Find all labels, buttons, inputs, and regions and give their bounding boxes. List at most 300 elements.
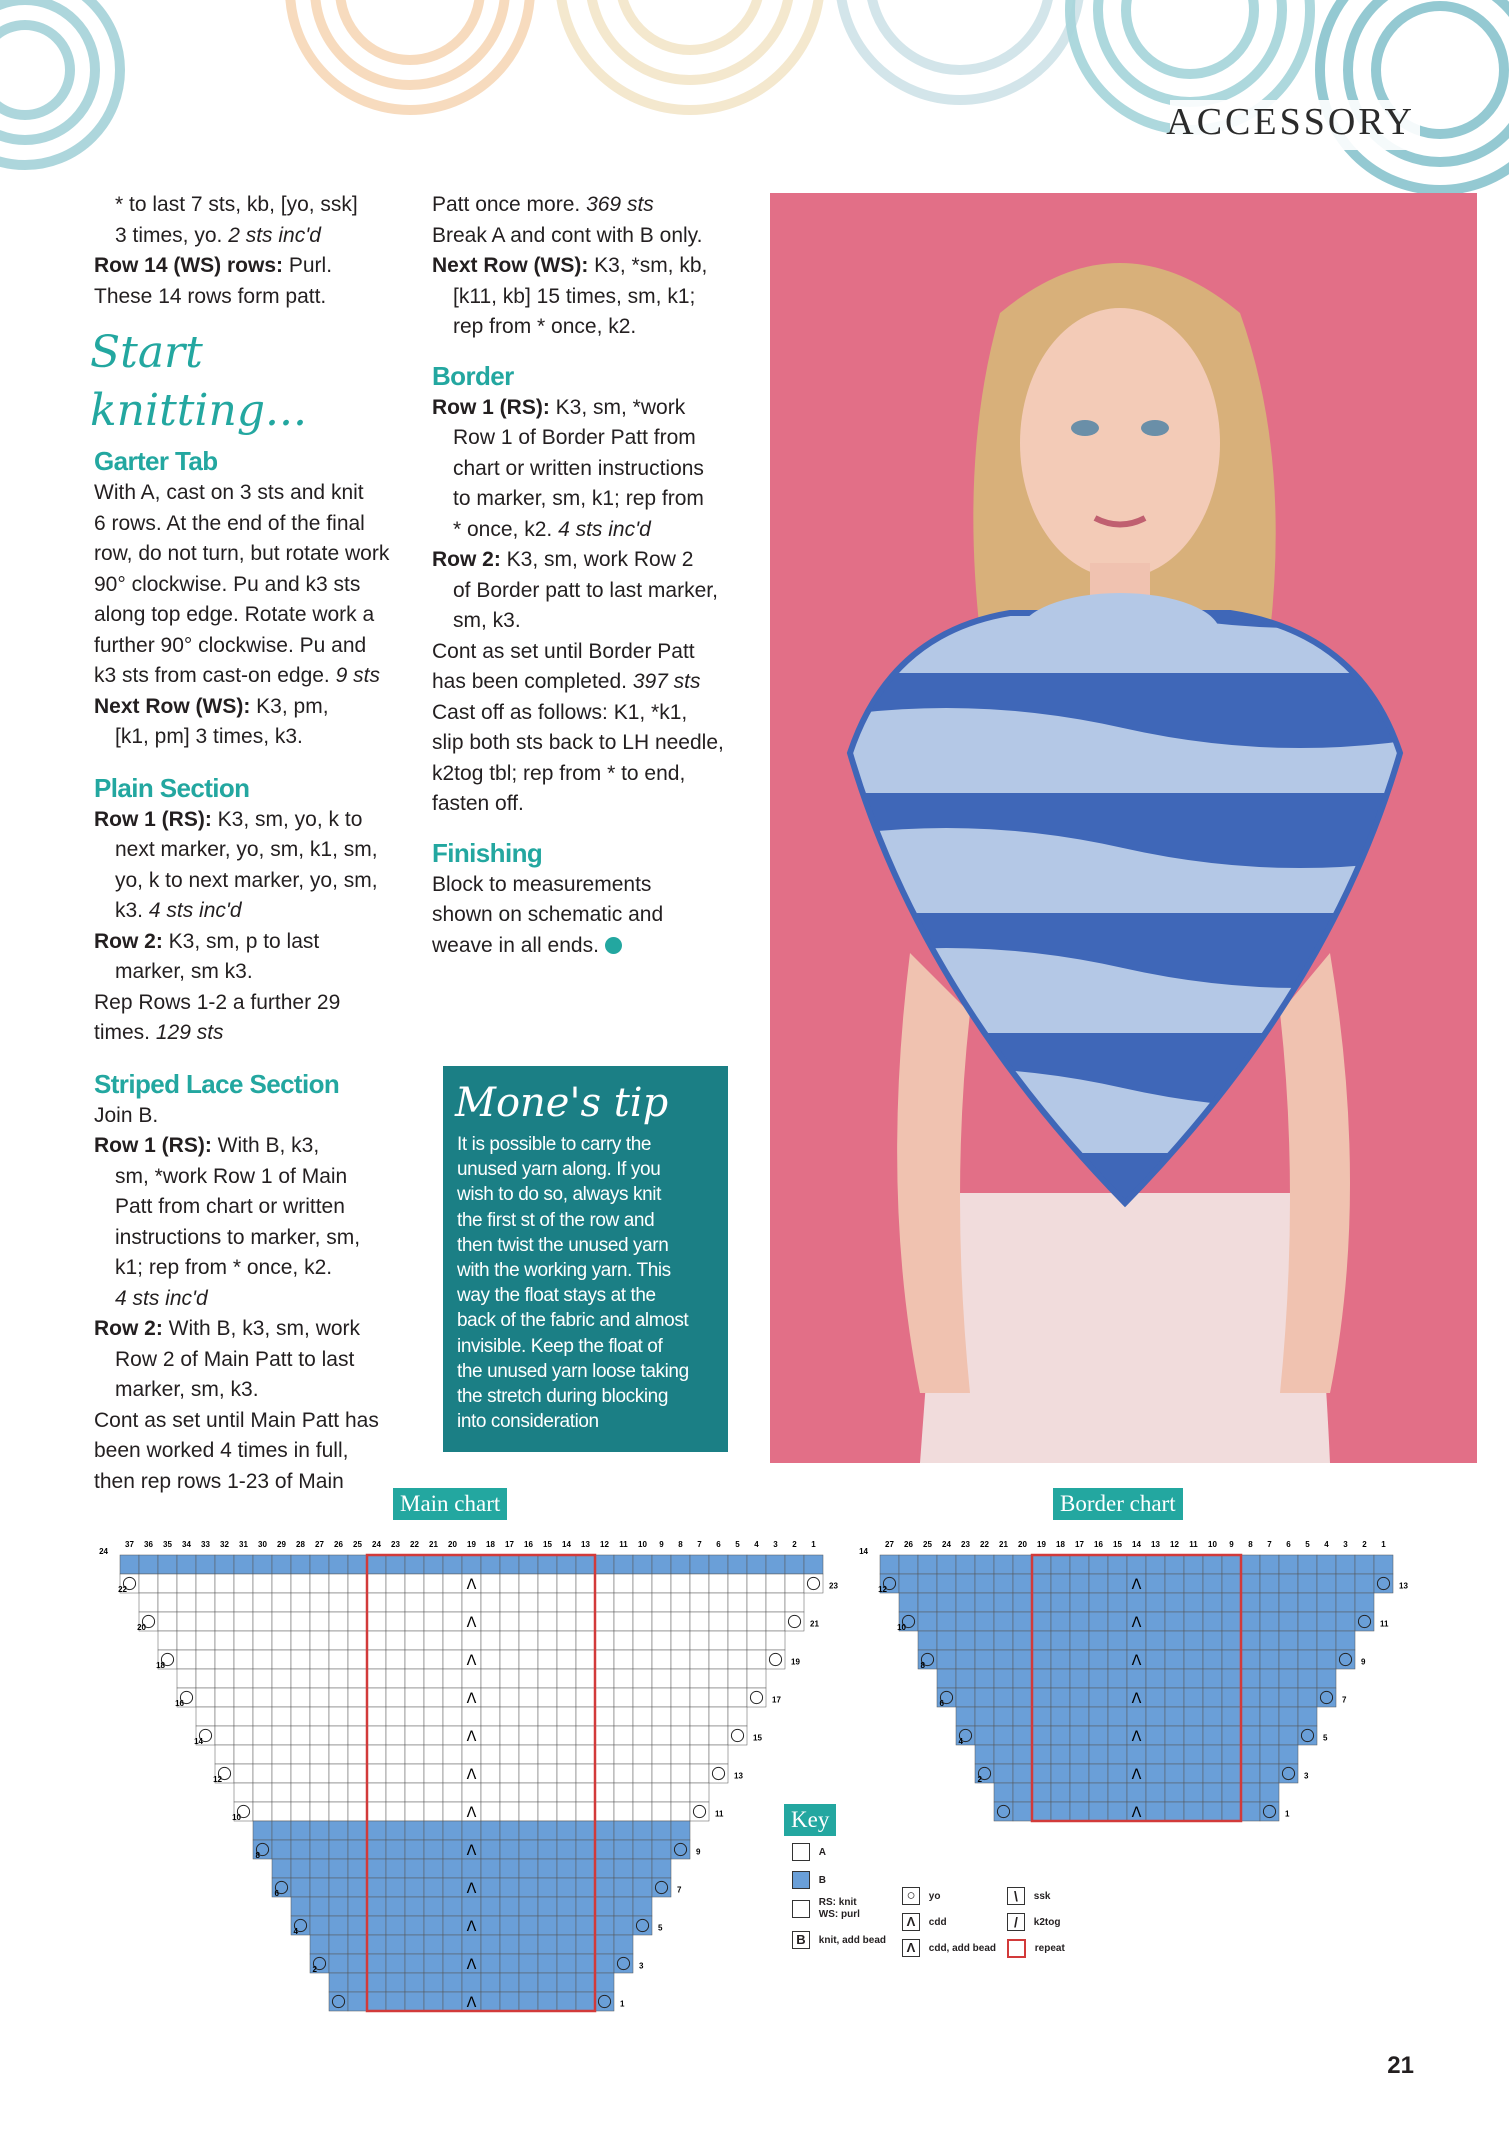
chart-cell	[424, 1574, 443, 1593]
chart-cell	[956, 1688, 975, 1707]
chart-cell	[234, 1631, 253, 1650]
chart-cell	[1013, 1764, 1032, 1783]
chart-cell	[728, 1593, 747, 1612]
chart-cell	[652, 1612, 671, 1631]
chart-cell	[1089, 1745, 1108, 1764]
chart-cell	[576, 1612, 595, 1631]
chart-cell	[1374, 1555, 1393, 1574]
chart-cell	[291, 1897, 310, 1916]
chart-cell	[253, 1574, 272, 1593]
chart-cell	[557, 1973, 576, 1992]
chart-cell	[234, 1650, 253, 1669]
chart-cell	[1127, 1669, 1146, 1688]
column-number: 34	[182, 1540, 191, 1549]
chart-cell	[405, 1783, 424, 1802]
chart-cell	[367, 1783, 386, 1802]
chart-cell	[500, 1555, 519, 1574]
chart-cell	[500, 1821, 519, 1840]
chart-cell	[1146, 1783, 1165, 1802]
text-line: [k11, kb] 15 times, sm, k1;	[453, 284, 696, 308]
text-line: has been completed. 397 sts	[432, 670, 701, 693]
chart-cell	[614, 1764, 633, 1783]
chart-cell	[348, 1650, 367, 1669]
chart-cell	[310, 1669, 329, 1688]
chart-cell	[1184, 1593, 1203, 1612]
chart-cell	[576, 1954, 595, 1973]
chart-cell	[500, 1878, 519, 1897]
chart-cell	[1108, 1650, 1127, 1669]
text-line: of Border patt to last marker,	[453, 578, 718, 602]
chart-cell	[1298, 1574, 1317, 1593]
chart-cell	[690, 1707, 709, 1726]
chart-cell	[1070, 1593, 1089, 1612]
chart-cell	[1108, 1688, 1127, 1707]
chart-cell	[1108, 1745, 1127, 1764]
chart-cell	[310, 1840, 329, 1859]
chart-cell	[975, 1555, 994, 1574]
text-line: These 14 rows form patt.	[94, 284, 327, 308]
chart-cell	[1203, 1688, 1222, 1707]
chart-cell	[633, 1650, 652, 1669]
chart-cell	[785, 1574, 804, 1593]
chart-cell	[1317, 1688, 1336, 1707]
chart-cell	[747, 1688, 766, 1707]
text-line: Cast off as follows: K1, *k1,	[432, 700, 688, 724]
chart-cell	[1165, 1802, 1184, 1821]
chart-cell	[500, 1992, 519, 2011]
chart-cell	[975, 1707, 994, 1726]
chart-cell	[538, 1555, 557, 1574]
chart-cell	[595, 1973, 614, 1992]
chart-cell	[500, 1688, 519, 1707]
chart-cell	[253, 1783, 272, 1802]
tip-line: unused yarn along. If you	[457, 1159, 661, 1181]
chart-cell	[367, 1650, 386, 1669]
chart-cell	[1051, 1650, 1070, 1669]
chart-cell	[1336, 1612, 1355, 1631]
chart-cell	[652, 1574, 671, 1593]
chart-cell	[690, 1669, 709, 1688]
chart-cell	[1108, 1669, 1127, 1688]
chart-cell	[272, 1631, 291, 1650]
chart-cell	[348, 1916, 367, 1935]
chart-cell	[348, 1707, 367, 1726]
chart-cell	[728, 1631, 747, 1650]
chart-cell	[291, 1631, 310, 1650]
chart-cell	[424, 1954, 443, 1973]
chart-cell	[557, 1992, 576, 2011]
chart-cell	[291, 1878, 310, 1897]
chart-cell	[1165, 1574, 1184, 1593]
chart-cell	[1260, 1707, 1279, 1726]
row-number: 1	[1285, 1809, 1290, 1819]
chart-cell	[177, 1631, 196, 1650]
chart-cell	[956, 1593, 975, 1612]
chart-cell	[595, 1745, 614, 1764]
chart-cell	[1203, 1669, 1222, 1688]
row-number: 17	[772, 1695, 781, 1705]
row-number: 9	[1361, 1657, 1366, 1667]
chart-cell	[348, 1764, 367, 1783]
chart-cell	[367, 1574, 386, 1593]
chart-cell	[1165, 1726, 1184, 1745]
chart-cell	[538, 1707, 557, 1726]
chart-cell	[652, 1764, 671, 1783]
chart-cell	[386, 1555, 405, 1574]
chart-cell	[633, 1916, 652, 1935]
chart-cell	[424, 1821, 443, 1840]
chart-cell	[576, 1745, 595, 1764]
chart-cell	[633, 1555, 652, 1574]
chart-cell	[1260, 1669, 1279, 1688]
chart-cell	[215, 1612, 234, 1631]
chart-cell	[272, 1726, 291, 1745]
chart-cell	[1089, 1555, 1108, 1574]
chart-cell	[329, 1688, 348, 1707]
chart-cell	[443, 1669, 462, 1688]
chart-cell	[1355, 1593, 1374, 1612]
chart-cell	[1032, 1688, 1051, 1707]
chart-cell	[1203, 1783, 1222, 1802]
chart-cell	[1051, 1593, 1070, 1612]
column-number: 14	[562, 1540, 571, 1549]
chart-cell	[1298, 1555, 1317, 1574]
chart-cell	[500, 1593, 519, 1612]
chart-cell	[576, 1574, 595, 1593]
chart-cell	[557, 1707, 576, 1726]
chart-cell	[1146, 1726, 1165, 1745]
chart-cell	[690, 1783, 709, 1802]
column-number: 7	[697, 1540, 702, 1549]
chart-cell	[519, 1859, 538, 1878]
chart-cell	[633, 1669, 652, 1688]
chart-cell	[709, 1745, 728, 1764]
chart-cell	[557, 1745, 576, 1764]
text-line: next marker, yo, sm, k1, sm,	[115, 838, 378, 861]
chart-cell	[348, 1859, 367, 1878]
key-item-knit: RS: knit WS: purl	[792, 1897, 860, 1921]
chart-cell	[177, 1612, 196, 1631]
chart-cell	[253, 1764, 272, 1783]
column-number: 17	[1075, 1540, 1084, 1549]
chart-cell	[595, 1726, 614, 1745]
chart-cell	[367, 1612, 386, 1631]
chart-cell	[1184, 1574, 1203, 1593]
column-number: 33	[201, 1540, 210, 1549]
chart-cell	[1032, 1612, 1051, 1631]
chart-cell	[538, 1859, 557, 1878]
chart-cell	[614, 1802, 633, 1821]
column-number: 26	[904, 1540, 913, 1549]
chart-cell	[975, 1745, 994, 1764]
chart-cell	[614, 1669, 633, 1688]
chart-cell	[1108, 1726, 1127, 1745]
chart-cell	[386, 1726, 405, 1745]
chart-cell	[1336, 1593, 1355, 1612]
chart-cell	[1089, 1707, 1108, 1726]
column-number: 20	[1018, 1540, 1027, 1549]
finishing-heading: Finishing	[432, 837, 543, 868]
chart-cell	[424, 1916, 443, 1935]
chart-cell	[481, 1593, 500, 1612]
chart-cell	[538, 1612, 557, 1631]
chart-cell	[310, 1783, 329, 1802]
chart-cell	[899, 1555, 918, 1574]
column-number: 1	[1381, 1540, 1386, 1549]
chart-cell	[614, 1574, 633, 1593]
chart-cell	[728, 1650, 747, 1669]
row-number: 8	[920, 1661, 925, 1670]
chart-cell	[386, 1631, 405, 1650]
cdd-symbol: Λ	[466, 1614, 477, 1631]
chart-cell	[538, 1726, 557, 1745]
chart-cell	[1203, 1764, 1222, 1783]
chart-cell	[1260, 1764, 1279, 1783]
chart-cell	[652, 1783, 671, 1802]
chart-cell	[405, 1897, 424, 1916]
chart-cell	[500, 1973, 519, 1992]
chart-cell	[1032, 1726, 1051, 1745]
chart-cell	[1146, 1574, 1165, 1593]
chart-cell	[405, 1612, 424, 1631]
chart-cell	[652, 1878, 671, 1897]
chart-cell	[1165, 1688, 1184, 1707]
chart-cell	[310, 1726, 329, 1745]
chart-cell	[500, 1574, 519, 1593]
chart-cell	[1184, 1726, 1203, 1745]
chart-cell	[614, 1726, 633, 1745]
yo-circle-icon: ○	[902, 1887, 920, 1905]
chart-cell	[291, 1669, 310, 1688]
text-line: weave in all ends.	[432, 931, 752, 962]
cdd-symbol: Λ	[466, 1728, 477, 1745]
chart-cell	[329, 1593, 348, 1612]
chart-cell	[500, 1859, 519, 1878]
chart-cell	[1222, 1783, 1241, 1802]
chart-cell	[671, 1593, 690, 1612]
chart-cell	[576, 1555, 595, 1574]
model-photo	[770, 193, 1477, 1463]
chart-cell	[633, 1783, 652, 1802]
chart-cell	[1013, 1669, 1032, 1688]
chart-cell	[367, 1764, 386, 1783]
chart-cell	[1260, 1650, 1279, 1669]
row-number: 4	[958, 1737, 963, 1746]
column-number: 37	[125, 1540, 134, 1549]
tip-line: invisible. Keep the float of	[457, 1335, 663, 1357]
column-number: 25	[353, 1540, 362, 1549]
chart-cell	[595, 1840, 614, 1859]
chart-cell	[386, 1878, 405, 1897]
chart-cell	[576, 1764, 595, 1783]
chart-cell	[1051, 1764, 1070, 1783]
tip-line: with the working yarn. This	[457, 1260, 671, 1282]
chart-cell	[1298, 1650, 1317, 1669]
chart-cell	[1317, 1612, 1336, 1631]
chart-cell	[215, 1707, 234, 1726]
chart-cell	[956, 1631, 975, 1650]
chart-cell	[614, 1954, 633, 1973]
chart-cell	[215, 1631, 234, 1650]
column-number: 17	[505, 1540, 514, 1549]
chart-cell	[1203, 1555, 1222, 1574]
chart-cell	[253, 1555, 272, 1574]
chart-cell	[348, 1669, 367, 1688]
tip-line: the first st of the row and	[457, 1209, 655, 1231]
model-illustration	[770, 193, 1477, 1463]
chart-cell	[519, 1916, 538, 1935]
chart-cell	[253, 1688, 272, 1707]
chart-cell	[766, 1612, 785, 1631]
chart-cell	[633, 1612, 652, 1631]
chart-cell	[975, 1631, 994, 1650]
chart-cell	[1013, 1631, 1032, 1650]
chart-cell	[633, 1802, 652, 1821]
chart-cell	[348, 1973, 367, 1992]
chart-cell	[994, 1650, 1013, 1669]
chart-cell	[348, 1555, 367, 1574]
chart-cell	[348, 1821, 367, 1840]
chart-cell	[614, 1916, 633, 1935]
chart-cell	[652, 1840, 671, 1859]
chart-cell	[785, 1612, 804, 1631]
chart-cell	[462, 1897, 481, 1916]
chart-cell	[538, 1954, 557, 1973]
chart-cell	[557, 1878, 576, 1897]
chart-cell	[519, 1593, 538, 1612]
chart-cell	[557, 1802, 576, 1821]
chart-cell	[614, 1707, 633, 1726]
chart-cell	[348, 1574, 367, 1593]
chart-cell	[1260, 1593, 1279, 1612]
chart-cell	[234, 1783, 253, 1802]
chart-cell	[519, 1992, 538, 2011]
chart-cell	[519, 1669, 538, 1688]
chart-cell	[405, 1631, 424, 1650]
chart-cell	[519, 1878, 538, 1897]
chart-cell	[462, 1973, 481, 1992]
chart-cell	[1146, 1593, 1165, 1612]
chart-cell	[595, 1859, 614, 1878]
chart-cell	[595, 1992, 614, 2011]
text-line: Row 14 (WS) rows: Purl.	[94, 254, 333, 277]
chart-cell	[519, 1726, 538, 1745]
chart-cell	[234, 1726, 253, 1745]
chart-cell	[994, 1669, 1013, 1688]
chart-cell	[1222, 1764, 1241, 1783]
chart-cell	[196, 1593, 215, 1612]
chart-cell	[766, 1650, 785, 1669]
chart-cell	[1165, 1593, 1184, 1612]
chart-cell	[671, 1726, 690, 1745]
text-line: * to last 7 sts, kb, [yo, ssk]	[115, 193, 358, 216]
column-number: 29	[277, 1540, 286, 1549]
chart-cell	[614, 1650, 633, 1669]
chart-cell	[937, 1593, 956, 1612]
chart-cell	[1146, 1669, 1165, 1688]
chart-cell	[709, 1612, 728, 1631]
chart-cell	[272, 1593, 291, 1612]
blue-square-icon	[792, 1871, 810, 1889]
chart-cell	[215, 1650, 234, 1669]
border-chart-label: Border chart	[1053, 1488, 1183, 1520]
chart-cell	[1070, 1612, 1089, 1631]
chart-cell	[671, 1707, 690, 1726]
column-number: 23	[391, 1540, 400, 1549]
chart-cell	[1241, 1574, 1260, 1593]
chart-cell	[1070, 1650, 1089, 1669]
chart-cell	[443, 1821, 462, 1840]
text-line: 3 times, yo. 2 sts inc'd	[115, 223, 321, 247]
chart-cell	[614, 1555, 633, 1574]
chart-cell	[177, 1669, 196, 1688]
chart-cell	[310, 1916, 329, 1935]
chart-cell	[1298, 1593, 1317, 1612]
chart-cell	[1032, 1802, 1051, 1821]
white-square-icon	[792, 1843, 810, 1861]
key-item-repeat: repeat	[1007, 1939, 1065, 1958]
script-heading: Start knitting...	[90, 327, 307, 436]
chart-cell	[956, 1574, 975, 1593]
chart-cell	[1222, 1707, 1241, 1726]
chart-cell	[918, 1593, 937, 1612]
row-number: 11	[1380, 1619, 1389, 1629]
chart-cell	[576, 1650, 595, 1669]
chart-cell	[1222, 1650, 1241, 1669]
chart-cell	[348, 1954, 367, 1973]
chart-cell	[1051, 1726, 1070, 1745]
chart-cell	[329, 1707, 348, 1726]
chart-cell	[595, 1935, 614, 1954]
chart-cell	[747, 1555, 766, 1574]
chart-cell	[690, 1612, 709, 1631]
chart-cell	[215, 1688, 234, 1707]
chart-cell	[690, 1726, 709, 1745]
chart-cell	[424, 1650, 443, 1669]
main-chart	[100, 1530, 860, 2010]
chart-cell	[196, 1669, 215, 1688]
chart-cell	[576, 1916, 595, 1935]
chart-cell	[272, 1612, 291, 1631]
chart-cell	[367, 1707, 386, 1726]
chart-cell	[595, 1878, 614, 1897]
chart-cell	[576, 1669, 595, 1688]
chart-cell	[880, 1555, 899, 1574]
chart-cell	[595, 1555, 614, 1574]
chart-cell	[994, 1764, 1013, 1783]
column-number: 18	[486, 1540, 495, 1549]
chart-cell	[310, 1593, 329, 1612]
chart-cell	[1241, 1631, 1260, 1650]
chart-cell	[576, 1859, 595, 1878]
chart-cell	[690, 1688, 709, 1707]
chart-cell	[329, 1821, 348, 1840]
chart-cell	[709, 1726, 728, 1745]
chart-cell	[310, 1897, 329, 1916]
chart-cell	[633, 1764, 652, 1783]
chart-cell	[1279, 1555, 1298, 1574]
chart-cell	[975, 1612, 994, 1631]
chart-cell	[1165, 1669, 1184, 1688]
column-number: 9	[1229, 1540, 1234, 1549]
row-number: 8	[255, 1851, 260, 1860]
text-line: Next Row (WS): K3, *sm, kb,	[432, 254, 708, 277]
chart-cell	[1317, 1669, 1336, 1688]
chart-cell	[538, 1821, 557, 1840]
chart-cell	[272, 1783, 291, 1802]
chart-cell	[462, 1935, 481, 1954]
chart-cell	[310, 1631, 329, 1650]
